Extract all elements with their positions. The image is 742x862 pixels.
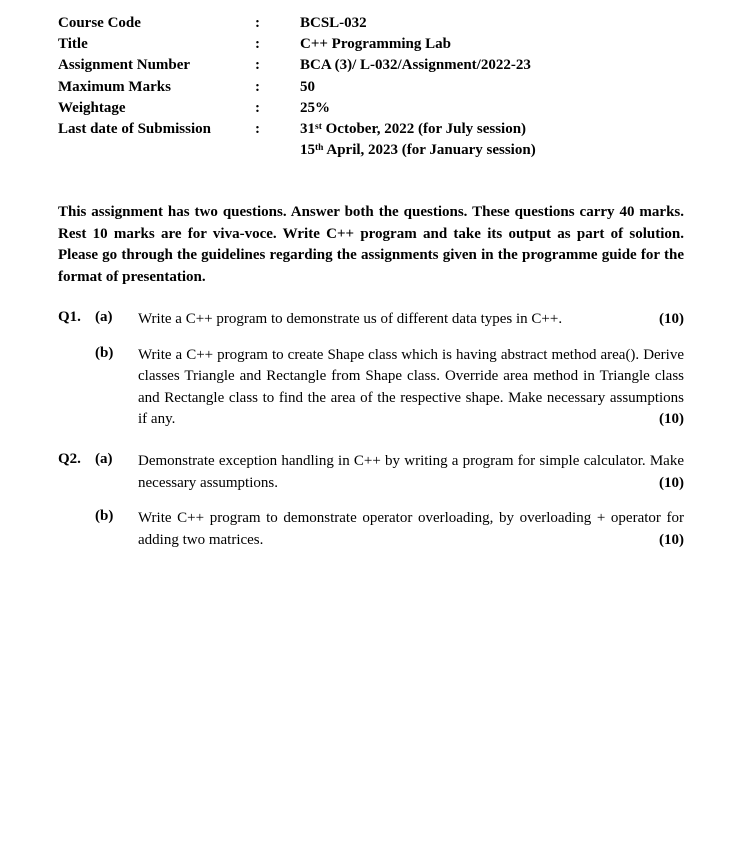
marks-badge: (10) [659, 531, 684, 548]
header-row-maximum-marks [58, 77, 684, 98]
assignment-number-label: Assignment Number [58, 57, 191, 74]
colon-separator: : [255, 57, 260, 74]
submission-date-july-session: 31st October, 2022 (for July session) [300, 121, 527, 138]
part-label: (b) [95, 508, 114, 525]
colon-separator: : [255, 99, 260, 116]
header-row-assignment-number [58, 55, 684, 76]
part-label: (a) [95, 451, 113, 468]
part-text: Write a C++ program to create Shape class which is having abstract method area(). Derive classes Triangle and Rectangle from Shape class. Override area method in Triangle class and Rectangle class to find the area of the respective shape. Make necessary assumptions if any. [138, 346, 684, 428]
questions-section [58, 309, 684, 551]
assignment-header-table [58, 13, 684, 161]
part-text: Demonstrate exception handling in C++ by writing a program for simple calculator. Make necessary assumptions. [138, 453, 684, 491]
colon-separator: : [255, 15, 260, 31]
colon-separator: : [255, 121, 260, 138]
question-block-q1 [58, 309, 684, 430]
weightage-value: 25% [300, 99, 330, 116]
instructions-paragraph: This assignment has two questions. Answer both the questions. These questions carry 40 marks. Rest 10 marks are for viva-voce. Write C++ program and take its output as part of solution. Please go through the guidelines regarding the assignments given in the programme guide for the format of presentation. [58, 204, 684, 285]
course-code-label: Course Code [58, 15, 141, 31]
question-part-q2b [58, 508, 684, 551]
marks-badge: (10) [659, 411, 684, 428]
maximum-marks-label: Maximum Marks [58, 78, 171, 95]
question-number [58, 508, 95, 551]
title-value: C++ Programming Lab [300, 36, 451, 53]
marks-badge: (10) [659, 311, 684, 328]
marks-badge: (10) [659, 474, 684, 491]
part-text-container [138, 451, 684, 494]
part-text-container [138, 508, 684, 551]
question-part-q1a [58, 309, 684, 330]
course-code-value: BCSL-032 [300, 15, 367, 31]
part-text-container [138, 309, 684, 330]
question-number: Q2. [58, 451, 81, 468]
part-text: Write C++ program to demonstrate operator overloading, by overloading + operator for adding two matrices. [138, 510, 684, 548]
title-label: Title [58, 36, 88, 53]
colon-separator: : [255, 36, 260, 53]
submission-dates [300, 119, 684, 161]
header-row-weightage [58, 98, 684, 119]
question-part-q1b [58, 345, 684, 431]
ordinal-superscript: st [315, 122, 322, 133]
part-text: Write a C++ program to demonstrate us of different data types in C++. [138, 311, 563, 328]
assignment-number-value: BCA (3)/ L-032/Assignment/2022-23 [300, 57, 531, 74]
question-part-q2a [58, 451, 684, 494]
header-row-course-code [58, 13, 684, 34]
question-number: Q1. [58, 309, 81, 326]
header-row-title [58, 34, 684, 55]
question-number [58, 345, 95, 431]
ordinal-superscript: th [315, 143, 324, 154]
submission-date-january-session: 15th April, 2023 (for January session) [300, 142, 536, 159]
part-label: (b) [95, 344, 114, 361]
last-date-label: Last date of Submission [58, 121, 211, 138]
maximum-marks-value: 50 [300, 78, 315, 95]
part-text-container [138, 345, 684, 431]
question-block-q2 [58, 451, 684, 551]
header-row-last-date-of-submission [58, 119, 684, 161]
weightage-label: Weightage [58, 99, 126, 116]
colon-separator: : [255, 78, 260, 95]
part-label: (a) [95, 309, 113, 326]
